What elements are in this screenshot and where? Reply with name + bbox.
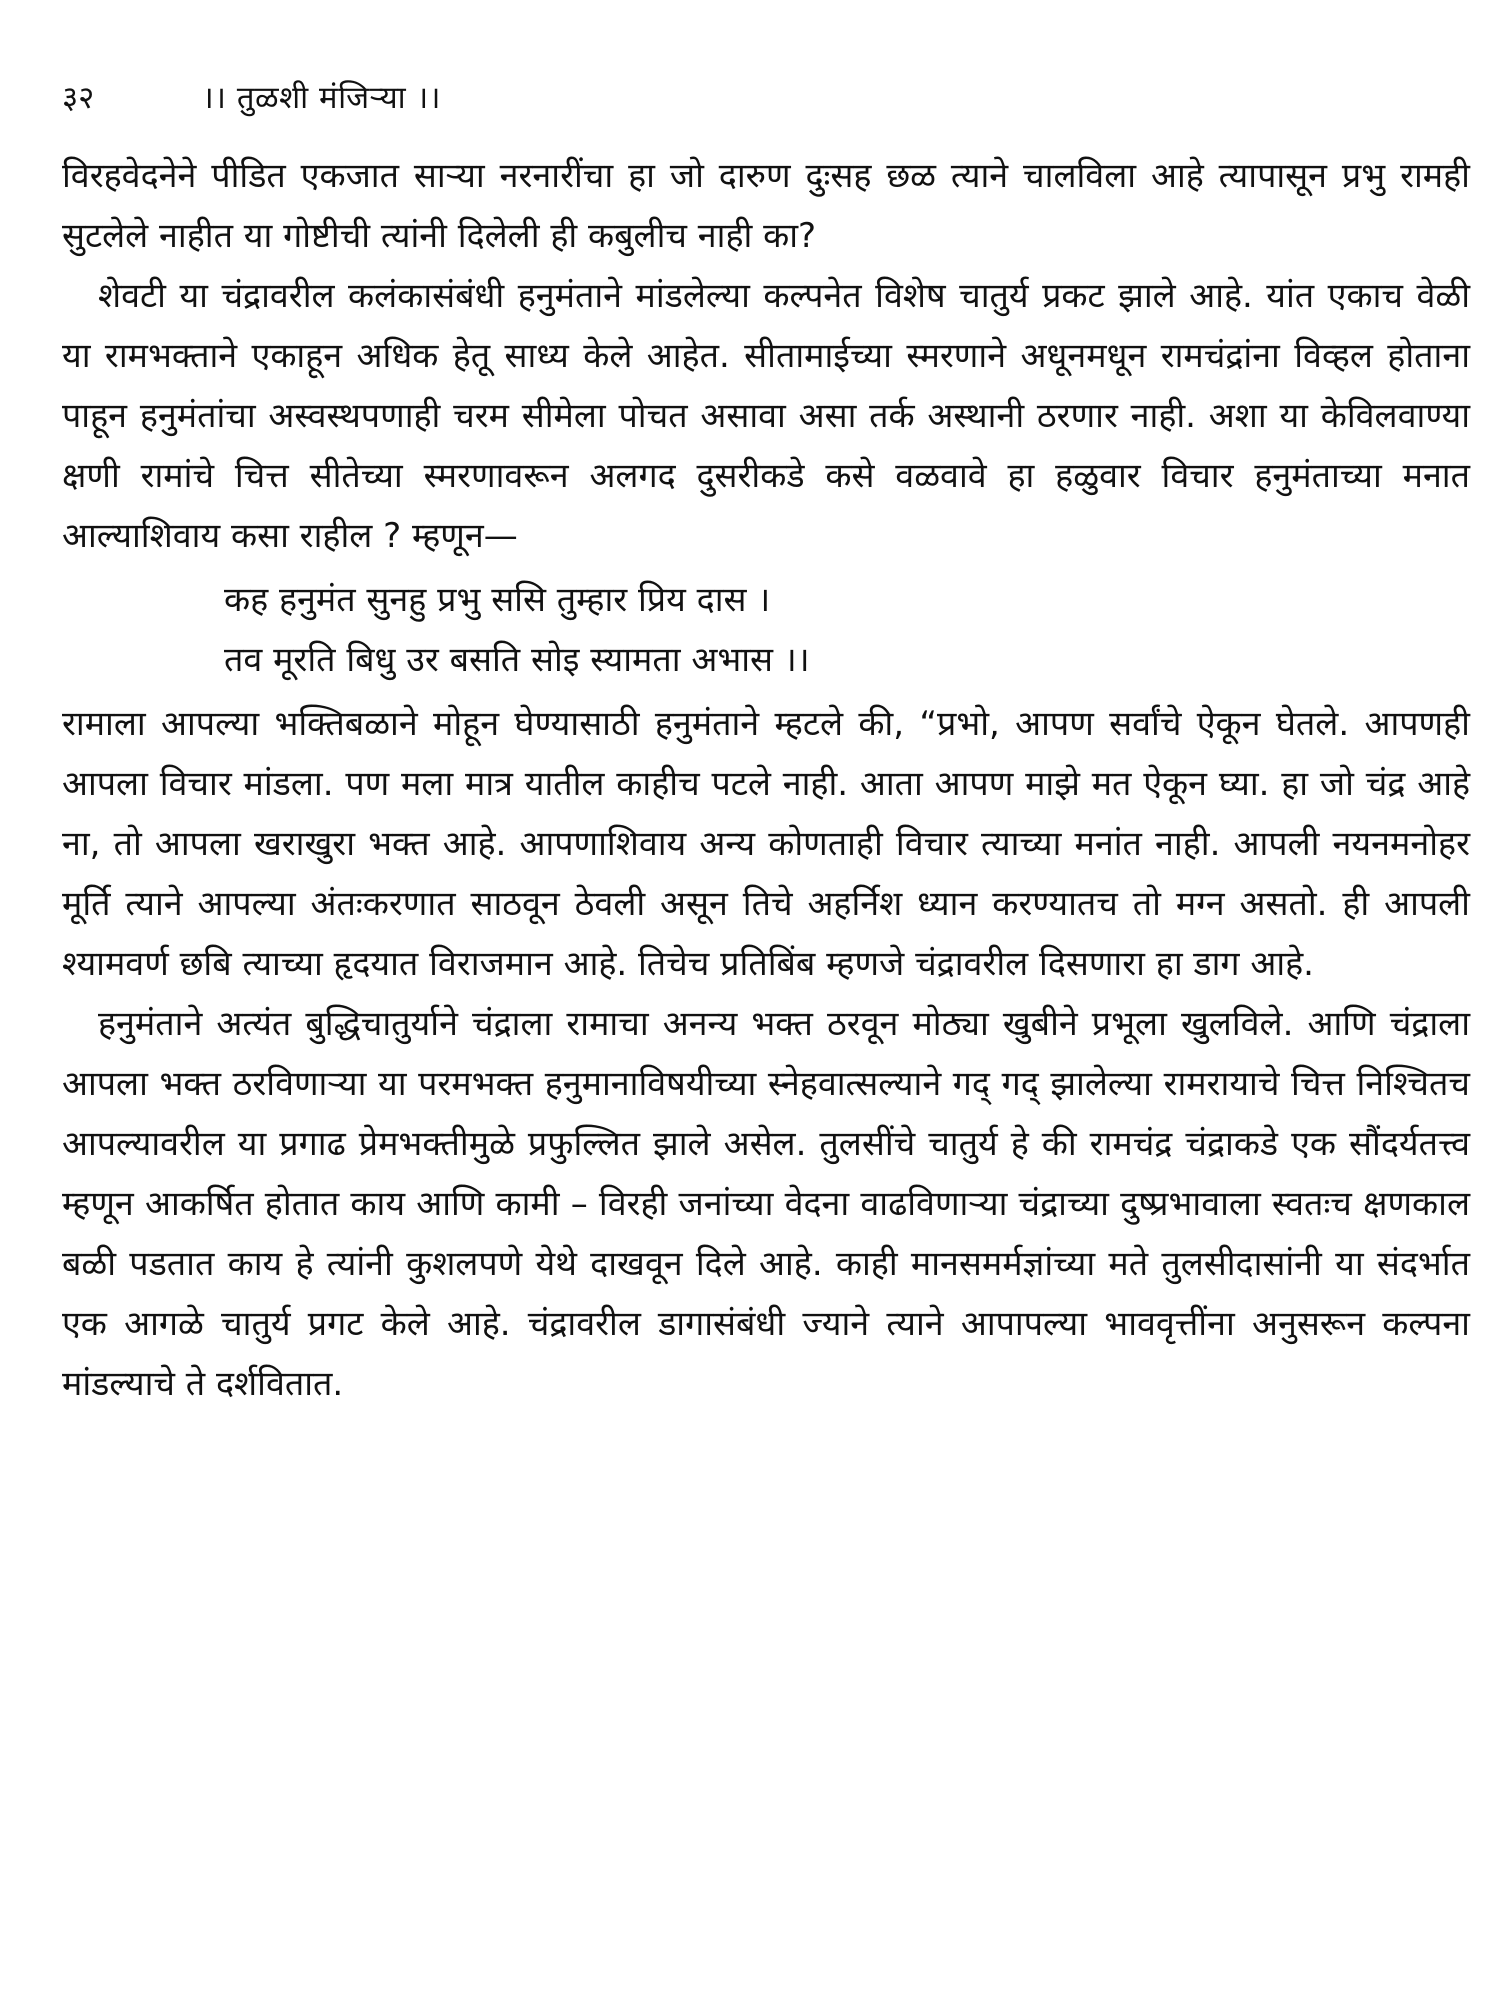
page-number: ३२ — [62, 80, 95, 116]
verse-quote — [62, 570, 1470, 690]
page-header — [62, 78, 1470, 118]
verse-line-2: तव मूरति बिधु उर बसति सोइ स्यामता अभास ।। — [224, 640, 810, 680]
paragraph-3: रामाला आपल्या भक्तिबळाने मोहून घेण्यासाठी हनुमंताने म्हटले की, “प्रभो, आपण सर्वांचे ऐकून घेतले. आपणही आपला विचार मांडला. पण मला मात्र यातील काहीच पटले नाही. आता आपण माझे मत ऐकून घ्या. हा जो चंद्र आहे ना, तो आपला खराखुरा भक्त आहे. आपणाशिवाय अन्य कोणताही विचार त्याच्या मनांत नाही. आपली नयनमनोहर मूर्ति त्याने आपल्या अंतःकरणात साठवून ठेवली असून तिचे अहर्निश ध्यान करण्यातच तो मग्न असतो. ही आपली श्यामवर्ण छबि त्याच्या हृदयात विराजमान आहे. तिचेच प्रतिबिंब म्हणजे चंद्रावरील दिसणारा हा डाग आहे. — [62, 704, 1470, 984]
paragraph-1: विरहवेदनेने पीडित एकजात साऱ्या नरनारींचा हा जो दारुण दुःसह छळ त्याने चालविला आहे त्यापासून प्रभु रामही सुटलेले नाहीत या गोष्टीची त्यांनी दिलेली ही कबुलीच नाही का? — [62, 156, 1470, 256]
verse-line-1: कह हनुमंत सुनहु प्रभु ससि तुम्हार प्रिय दास । — [224, 580, 771, 620]
paragraph-2: शेवटी या चंद्रावरील कलंकासंबंधी हनुमंताने मांडलेल्या कल्पनेत विशेष चातुर्य प्रकट झाले आहे. यांत एकाच वेळी या रामभक्ताने एकाहून अधिक हेतू साध्य केले आहेत. सीतामाईच्या स्मरणाने अधूनमधून रामचंद्रांना विव्हल होताना पाहून हनुमंतांचा अस्वस्थपणाही चरम सीमेला पोचत असावा असा तर्क अस्थानी ठरणार नाही. अशा या केविलवाण्या क्षणी रामांचे चित्त सीतेच्या स्मरणावरून अलगद दुसरीकडे कसे वळवावे हा हळुवार विचार हनुमंताच्या मनात आल्याशिवाय कसा राहील ? म्हणून— — [62, 276, 1470, 556]
running-title: ।। तुळशी मंजिऱ्या ।। — [202, 80, 442, 116]
paragraph-4: हनुमंताने अत्यंत बुद्धिचातुर्याने चंद्राला रामाचा अनन्य भक्त ठरवून मोठ्या खुबीने प्रभूला खुलविले. आणि चंद्राला आपला भक्त ठरविणाऱ्या या परमभक्त हनुमानाविषयीच्या स्नेहवात्सल्याने गद् गद् झालेल्या रामरायाचे चित्त निश्चितच आपल्यावरील या प्रगाढ प्रेमभक्तीमुळे प्रफुल्लित झाले असेल. तुलसींचे चातुर्य हे की रामचंद्र चंद्राकडे एक सौंदर्यतत्त्व म्हणून आकर्षित होतात काय आणि कामी – विरही जनांच्या वेदना वाढविणाऱ्या चंद्राच्या दुष्प्रभावाला स्वतःच क्षणकाल बळी पडतात काय हे त्यांनी कुशलपणे येथे दाखवून दिले आहे. काही मानसमर्मज्ञांच्या मते तुलसीदासांनी या संदर्भात एक आगळे चातुर्य प्रगट केले आहे. चंद्रावरील डागासंबंधी ज्याने त्याने आपापल्या भाववृत्तींना अनुसरून कल्पना मांडल्याचे ते दर्शवितात. — [62, 1004, 1470, 1404]
